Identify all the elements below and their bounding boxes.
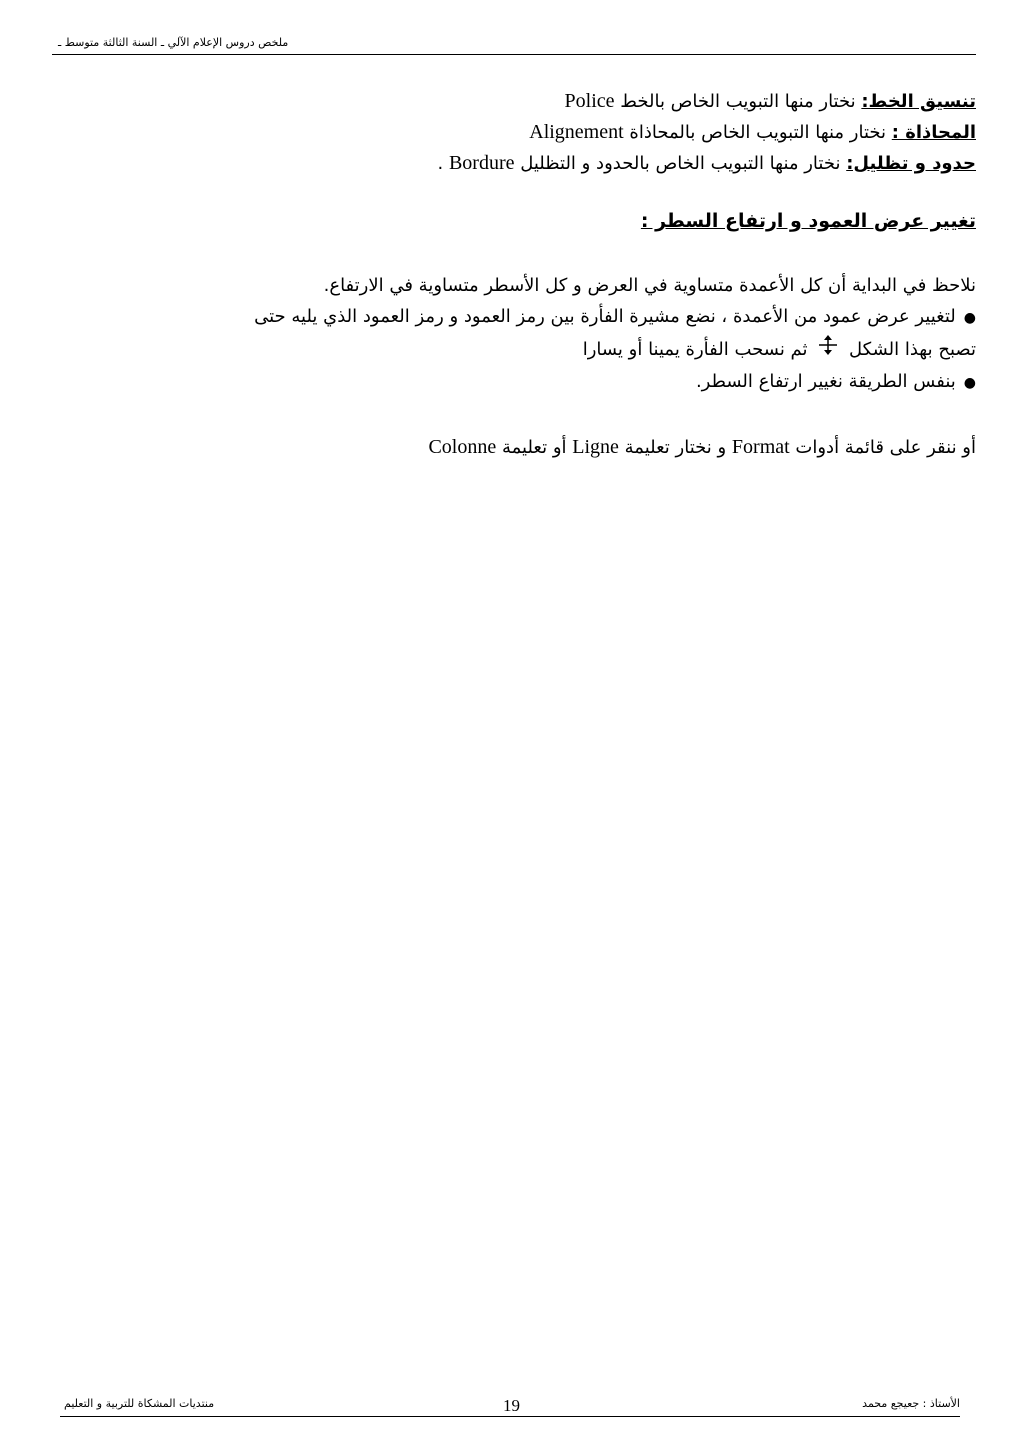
spacer: [100, 399, 976, 432]
menu-instruction-line: [100, 432, 976, 463]
resize-cursor-icon: [817, 334, 839, 366]
header-title: ملخص دروس الإعلام الآلي ـ السنة الثالثة متوسط ـ: [58, 36, 289, 49]
menu-term-ligne: Ligne: [572, 436, 619, 458]
spacer: [100, 179, 976, 206]
alignment-term: Alignement: [529, 121, 624, 143]
bullet-text: لتغيير عرض عمود من الأعمدة ، نضع مشيرة الفأرة بين رمز العمود و رمز العمود الذي يليه حتى: [254, 306, 956, 327]
font-format-term: Police: [564, 90, 615, 112]
document-body: [100, 86, 976, 463]
menu-term-format: Format: [731, 436, 790, 458]
font-format-line: [100, 86, 976, 117]
intro-paragraph: نلاحظ في البداية أن كل الأعمدة متساوية في العرض و كل الأسطر متساوية في الارتفاع.: [323, 275, 976, 296]
borders-suffix: .: [437, 153, 444, 174]
page-number: 19: [503, 1396, 520, 1415]
font-format-label: تنسيق الخط:: [861, 91, 976, 112]
menu-text-1: أو ننقر على قائمة أدوات: [795, 437, 976, 458]
bullet-continuation: [100, 334, 976, 366]
bullet-item-row-height: [100, 366, 976, 399]
borders-line: [100, 148, 976, 179]
borders-label: حدود و تظليل:: [846, 153, 976, 174]
menu-term-colonne: Colonne: [428, 436, 497, 458]
section-heading: تغيير عرض العمود و ارتفاع السطر :: [640, 210, 976, 232]
bullet-item-column-width: [100, 301, 976, 334]
borders-term: Bordure: [448, 152, 515, 174]
menu-text-2: و نختار تعليمة: [624, 437, 727, 458]
alignment-label: المحاذاة :: [891, 122, 976, 143]
continuation-text-start: تصبح بهذا الشكل: [849, 339, 976, 360]
bullet-icon: ●: [963, 375, 976, 391]
alignment-line: [100, 117, 976, 148]
continuation-text-end: ثم نسحب الفأرة يمينا أو يسارا: [582, 339, 808, 360]
footer-forum: منتديات المشكاة للتربية و التعليم: [64, 1397, 215, 1410]
footer-teacher: الأستاذ : جعيجع محمد: [862, 1397, 960, 1410]
font-format-text: نختار منها التبويب الخاص بالخط: [620, 91, 856, 112]
borders-text: نختار منها التبويب الخاص بالحدود و التظليل: [520, 153, 841, 174]
page-header: [52, 34, 976, 55]
bullet-icon: ●: [963, 310, 976, 326]
bullet-text: بنفس الطريقة نغيير ارتفاع السطر.: [695, 371, 956, 392]
menu-text-3: أو تعليمة: [501, 437, 567, 458]
page-footer: [60, 1396, 960, 1417]
spacer: [100, 237, 976, 270]
alignment-text: نختار منها التبويب الخاص بالمحاذاة: [629, 122, 887, 143]
